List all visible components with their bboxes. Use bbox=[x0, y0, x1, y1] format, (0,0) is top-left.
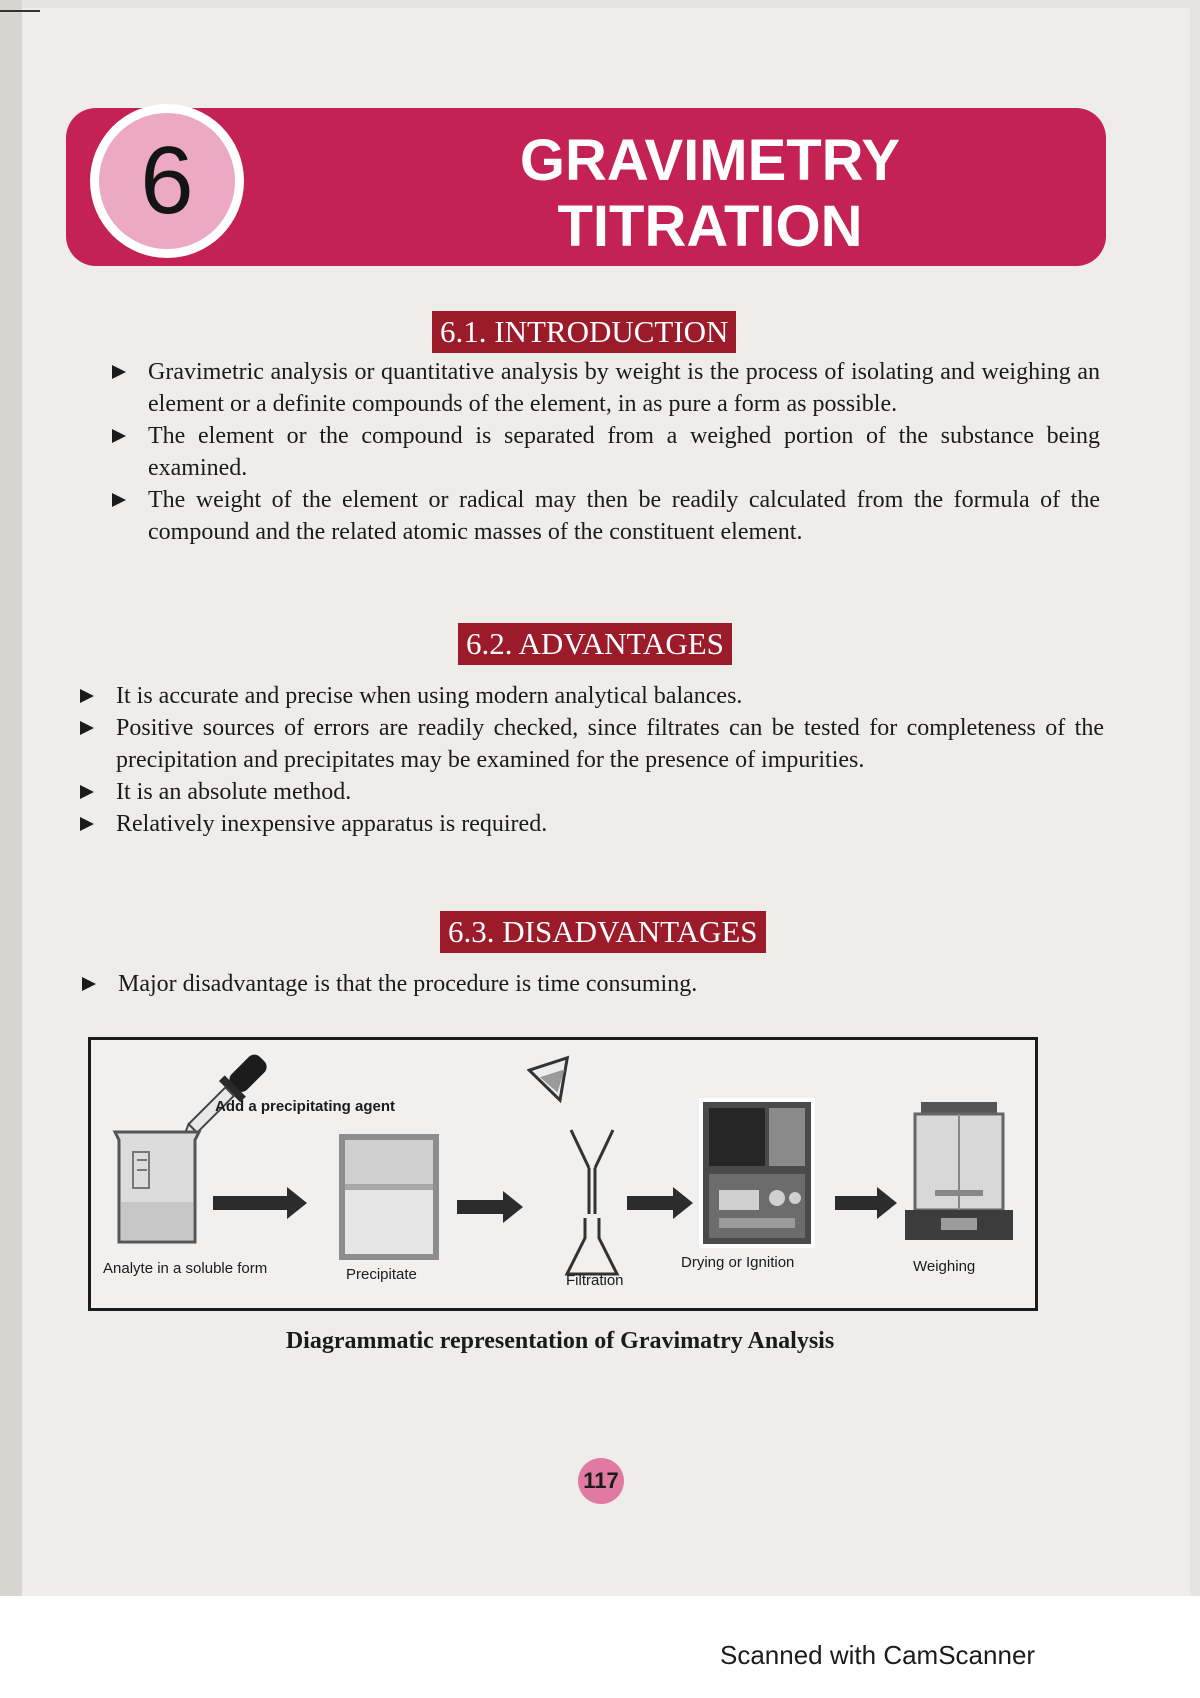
advantages-list bbox=[116, 680, 1104, 840]
chapter-number-badge bbox=[90, 104, 244, 258]
step-label-drying: Drying or Ignition bbox=[681, 1254, 795, 1271]
page-number: 117 bbox=[578, 1458, 624, 1504]
introduction-list bbox=[148, 356, 1100, 548]
section-heading-advantages: 6.2. ADVANTAGES bbox=[458, 623, 732, 665]
arrow-bullet-icon bbox=[80, 785, 94, 799]
list-item: It is an absolute method. bbox=[116, 776, 1104, 808]
section-heading-disadvantages: 6.3. DISADVANTAGES bbox=[440, 911, 766, 953]
arrow-bullet-icon bbox=[80, 817, 94, 831]
list-item: Positive sources of errors are readily checked, since filtrates can be tested for completeness of the precipitation and precipitates may be examined for the presence of impurities. bbox=[116, 712, 1104, 776]
arrow-bullet-icon bbox=[82, 977, 96, 991]
analytical-balance-icon bbox=[901, 1102, 1017, 1242]
step-label-filtration: Filtration bbox=[566, 1272, 624, 1289]
page-shadow bbox=[0, 0, 22, 1698]
list-item: Major disadvantage is that the procedure is time consuming. bbox=[118, 968, 1106, 1000]
add-agent-label: Add a precipitating agent bbox=[215, 1098, 396, 1115]
scan-edge bbox=[0, 10, 40, 12]
disadvantages-list bbox=[118, 968, 1106, 1000]
list-item: It is accurate and precise when using modern analytical balances. bbox=[116, 680, 1104, 712]
list-item: The element or the compound is separated from a weighed portion of the substance being examined. bbox=[148, 420, 1100, 484]
list-item: The weight of the element or radical may then be readily calculated from the formula of the compound and the related atomic masses of the constituent element. bbox=[148, 484, 1100, 548]
list-item: Gravimetric analysis or quantitative analysis by weight is the process of isolating and weighing an element or a definite compounds of the element, in as pure a form as possible. bbox=[148, 356, 1100, 420]
chapter-title-line-1: GRAVIMETRY bbox=[519, 128, 901, 193]
furnace-icon bbox=[699, 1098, 815, 1248]
flow-arrow-icon bbox=[213, 1196, 289, 1210]
step-label-weighing: Weighing bbox=[913, 1258, 976, 1275]
flow-arrow-icon bbox=[627, 1196, 675, 1210]
list-item: Relatively inexpensive apparatus is required. bbox=[116, 808, 1104, 840]
diagram-caption: Diagrammatic representation of Gravimatry Analysis bbox=[285, 1328, 835, 1354]
step-label-precipitate: Precipitate bbox=[346, 1266, 417, 1283]
arrow-bullet-icon bbox=[80, 689, 94, 703]
step-label-analyte: Analyte in a soluble form bbox=[103, 1260, 268, 1277]
section-heading-introduction: 6.1. INTRODUCTION bbox=[432, 311, 736, 353]
chapter-title-line-2: TITRATION bbox=[557, 194, 863, 259]
flow-arrow-icon bbox=[835, 1196, 879, 1210]
filtration-funnel-icon bbox=[527, 1048, 637, 1284]
arrow-bullet-icon bbox=[112, 493, 126, 507]
chapter-title bbox=[440, 128, 980, 260]
chapter-number-badge-inner bbox=[99, 113, 235, 249]
arrow-bullet-icon bbox=[80, 721, 94, 735]
arrow-bullet-icon bbox=[112, 429, 126, 443]
chapter-number: 6 bbox=[140, 127, 194, 234]
beaker-icon bbox=[107, 1128, 207, 1248]
gravimetry-flow-diagram bbox=[88, 1037, 1038, 1311]
arrow-bullet-icon bbox=[112, 365, 126, 379]
precipitate-beaker-icon bbox=[337, 1132, 441, 1262]
scanner-watermark: Scanned with CamScanner bbox=[720, 1640, 1036, 1670]
flow-arrow-icon bbox=[457, 1200, 505, 1214]
